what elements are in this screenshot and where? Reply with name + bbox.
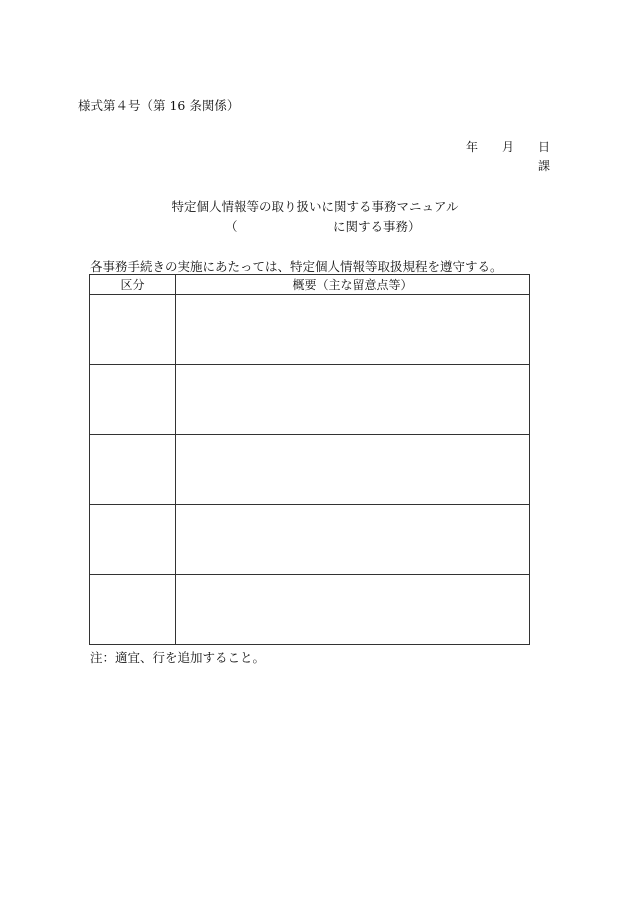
category-cell[interactable] — [90, 365, 176, 435]
category-cell[interactable] — [90, 295, 176, 365]
header-category: 区分 — [90, 275, 176, 295]
date-day-label: 日 — [537, 140, 550, 154]
table-header-row — [90, 275, 530, 295]
table-row — [90, 365, 530, 435]
header-summary: 概要（主な留意点等） — [176, 275, 530, 295]
document-subtitle — [225, 217, 421, 235]
document-title: 特定個人情報等の取り扱いに関する事務マニュアル — [171, 199, 459, 214]
footnote: 注：適宜、行を追加すること。 — [90, 650, 266, 665]
category-cell[interactable] — [90, 575, 176, 645]
category-cell[interactable] — [90, 505, 176, 575]
table-row — [90, 505, 530, 575]
subtitle-text: に関する事務） — [333, 219, 421, 234]
table-row — [90, 295, 530, 365]
table-row — [90, 435, 530, 505]
intro-text: 各事務手続きの実施にあたっては、特定個人情報等取扱規程を遵守する。 — [90, 259, 503, 274]
manual-table — [89, 274, 530, 645]
form-number-label: 様式第４号（第 16 条関係） — [78, 98, 240, 113]
category-cell[interactable] — [90, 435, 176, 505]
table-row — [90, 575, 530, 645]
summary-cell[interactable] — [176, 295, 530, 365]
date-line — [466, 138, 550, 155]
subtitle-open-paren: （ — [225, 219, 238, 234]
date-year-label: 年 — [465, 140, 478, 154]
summary-cell[interactable] — [176, 435, 530, 505]
summary-cell[interactable] — [176, 365, 530, 435]
section-label: 課 — [537, 159, 550, 173]
summary-cell[interactable] — [176, 575, 530, 645]
date-month-label: 月 — [501, 140, 514, 154]
summary-cell[interactable] — [176, 505, 530, 575]
